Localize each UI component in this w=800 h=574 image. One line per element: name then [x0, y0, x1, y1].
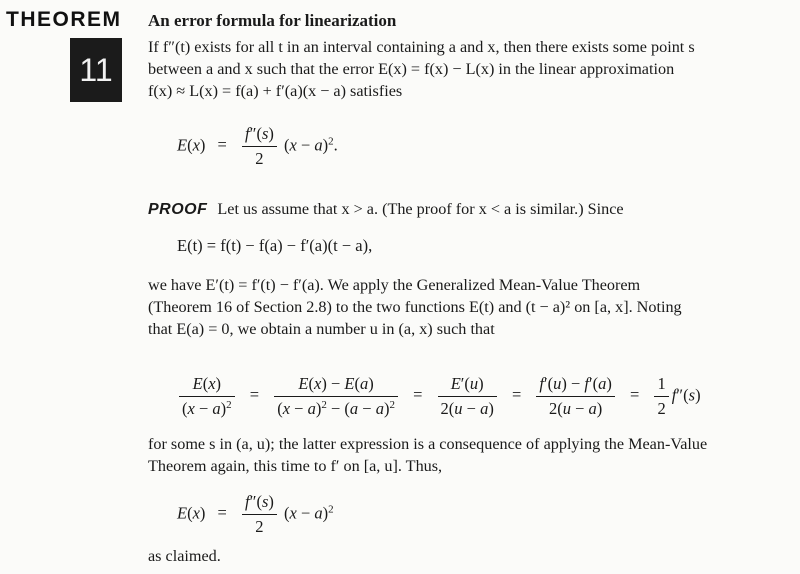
statement-line: If f″(t) exists for all t in an interval containing a and x, then there exists some point s [148, 38, 695, 56]
paragraph-line: (Theorem 16 of Section 2.8) to the two functions E(t) and (t − a)² on [a, x]. Noting [148, 298, 682, 316]
theorem-number-box: 11 [70, 38, 122, 102]
theorem-statement [148, 36, 760, 102]
statement-line: between a and x such that the error E(x) = f(x) − L(x) in the linear approximation [148, 60, 675, 78]
theorem-heading: THEOREM [6, 8, 122, 31]
error-formula-equation: E(x) = $\frac{f''(s)}{2}$ $(x - a)^2$. [177, 124, 338, 168]
mean-value-equation-chain: $\frac{E(x)}{(x - a)^2}$ = $\frac{E(x) - E(a)}{(x - a)^2 - (a - a)^2}$ = $\frac{E'(u)}{2(u - a)}$ = $\frac{f'(u) - f'(a)}{2(u - a)}$ = $\frac{1}{2}$ f″(s) [176, 374, 701, 419]
E-definition-equation: E(t) = f(t) − f(a) − f′(a)(t − a), [177, 236, 373, 255]
proof-paragraph-2 [148, 274, 760, 340]
paragraph-line: Theorem again, this time to f′ on [a, u]. Thus, [148, 457, 443, 475]
theorem-title: An error formula for linearization [148, 11, 397, 30]
proof-intro-text: Let us assume that x > a. (The proof for x < a is similar.) Since [217, 200, 624, 218]
paragraph-line: we have E′(t) = f′(t) − f′(a). We apply the Generalized Mean-Value Theorem [148, 276, 641, 294]
statement-line: f(x) ≈ L(x) = f(a) + f′(a)(x − a) satisfies [148, 82, 403, 100]
proof-intro [148, 198, 760, 221]
paragraph-line: that E(a) = 0, we obtain a number u in (a, x) such that [148, 320, 495, 338]
closing-text: as claimed. [148, 547, 221, 565]
proof-paragraph-3 [148, 433, 760, 477]
paragraph-line: for some s in (a, u); the latter expression is a consequence of applying the Mean-Value [148, 435, 708, 453]
proof-label: PROOF [148, 201, 208, 218]
final-equation: E(x) = $\frac{f''(s)}{2}$ $(x - a)^2$ [177, 492, 334, 536]
